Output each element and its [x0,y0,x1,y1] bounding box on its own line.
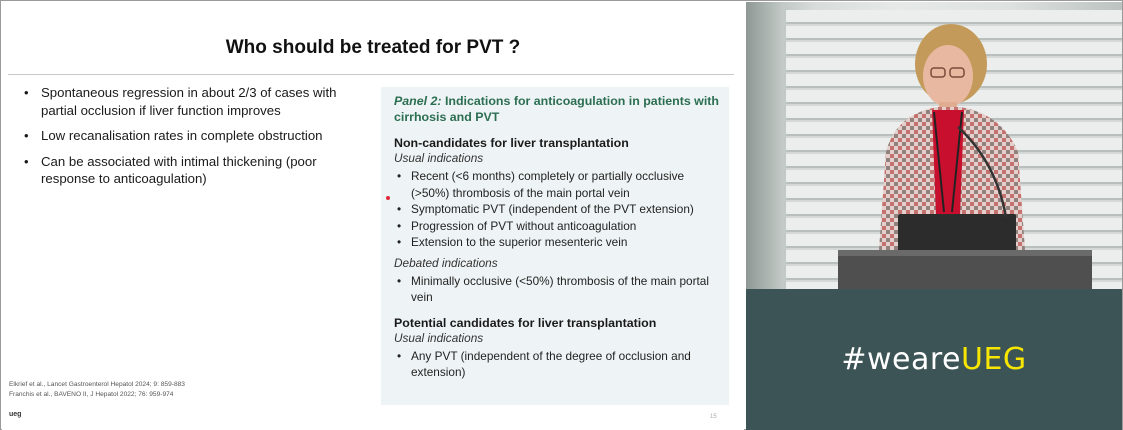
bullet-dot: • [24,153,29,169]
title-divider [8,74,734,75]
reference-line: Elkrief et al., Lancet Gastroenterol Hepatol 2024; 9: 859-883 [9,381,185,388]
slide-title: Who should be treated for PVT ? [225,37,521,58]
slide-bullet: • Spontaneous regression in about 2/3 of cases with partial occlusion if liver function improves [24,85,337,118]
slide-bullet: • Can be associated with intimal thickening (poor response to anticoagulation) [24,153,317,186]
slide-references [9,380,185,400]
panel-list-item: • Recent (<6 months) completely or partially occlusive (>50%) thrombosis of the main portal vein [397,169,685,200]
bullet-dot: • [24,85,29,100]
slide-bullet: • Low recanalisation rates in complete obstruction [24,128,323,143]
slide-bullet-list [24,84,374,196]
laser-pointer-dot [386,196,390,200]
presentation-slide [2,2,744,430]
speaker-figure [746,2,1122,292]
panel-section-heading: Non-candidates for liver transplantation [394,136,629,150]
bullet-dot: • [397,348,402,363]
panel-list [394,348,719,381]
panel-section-heading: Potential candidates for liver transplantation [394,315,657,330]
bullet-dot: • [397,218,402,233]
panel-list-item: • Minimally occlusive (<50%) thrombosis of the main portal vein [397,273,709,304]
bullet-dot: • [24,128,29,143]
slide-number: 15 [710,414,717,420]
bullet-dot: • [397,235,402,249]
panel-list-item: • Symptomatic PVT (independent of the PVT extension) [397,202,694,216]
panel-title: Panel 2: Indications for anticoagulation in patients with cirrhosis and PVT [394,94,719,124]
reference-line: Franchis et al., BAVENO II, J Hepatol 2022; 76: 959-974 [9,391,174,398]
bullet-dot: • [397,202,402,216]
panel-list-item: • Progression of PVT without anticoagulation [397,218,637,233]
panel-subheading: Debated indications [394,255,498,270]
panel-list-item: • Any PVT (independent of the degree of occlusion and extension) [397,348,691,379]
ueg-logo: ueg [9,411,22,418]
bullet-dot: • [397,169,402,183]
event-hashtag: #weareUEG [841,342,1027,377]
panel-list-item: • Extension to the superior mesenteric vein [397,235,628,249]
panel-subheading: Usual indications [394,151,484,165]
bullet-dot: • [397,273,402,288]
panel-subheading: Usual indications [394,330,484,345]
panel-list [394,273,719,306]
panel-list [394,168,719,251]
speaker-video [746,2,1122,430]
indications-panel [381,87,729,405]
